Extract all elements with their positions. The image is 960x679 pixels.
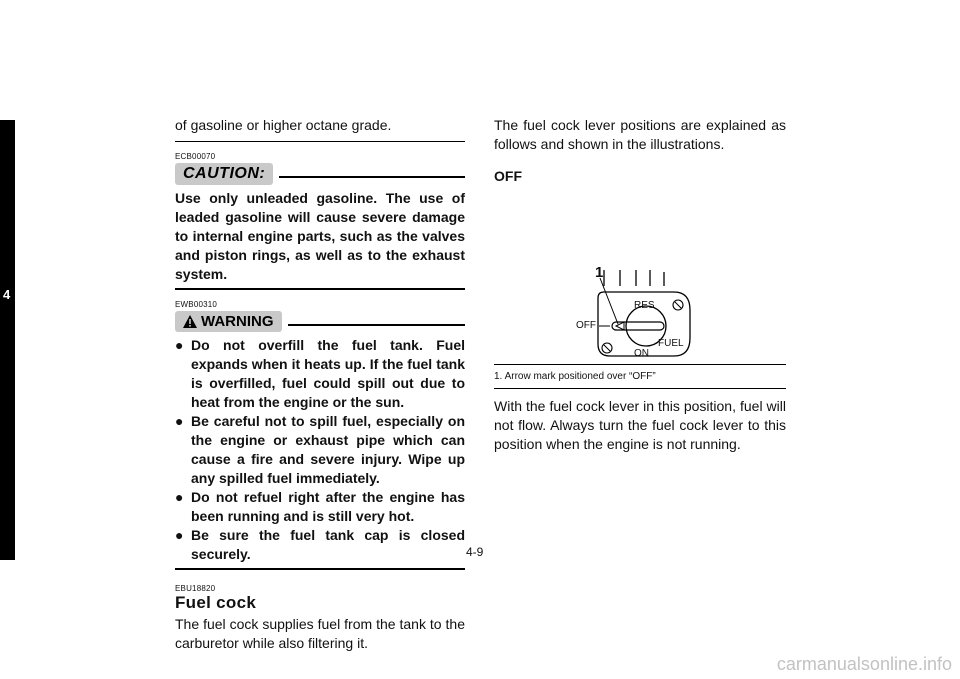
divider xyxy=(175,141,465,142)
page-number: 4-9 xyxy=(466,545,484,559)
fuel-cock-figure xyxy=(494,188,786,360)
res-label: RES xyxy=(634,300,655,311)
caption-end-rule xyxy=(494,388,786,389)
callout-number: 1 xyxy=(595,264,604,281)
figure-caption-rule xyxy=(494,364,786,365)
right-intro: The fuel cock lever positions are explained as follows and shown in the illustrations. xyxy=(494,117,786,152)
chapter-number: 4 xyxy=(3,287,11,302)
bullet-icon: ● xyxy=(175,337,184,353)
caution-label: CAUTION: xyxy=(175,163,273,185)
section-title: Fuel cock xyxy=(175,593,257,612)
bullet-icon: ● xyxy=(175,489,184,505)
caution-code: ECB00070 xyxy=(175,152,216,161)
caution-text: Use only unleaded gasoline. The use of leaded gasoline will cause severe damage to internal engine parts, such as the valves and piston rings, as well as to the exhaust system. xyxy=(175,190,465,282)
warning-code: EWB00310 xyxy=(175,300,218,309)
left-column xyxy=(175,116,465,653)
figure-caption: 1. Arrow mark positioned over “OFF” xyxy=(494,371,656,382)
watermark: carmanualsonline.info xyxy=(776,654,952,674)
caution-end-rule xyxy=(175,288,465,290)
warning-end-rule xyxy=(175,568,465,570)
section-code: EBU18820 xyxy=(175,584,216,593)
on-label: ON xyxy=(634,348,649,359)
warning-label: WARNING xyxy=(201,313,274,330)
section-text: The fuel cock supplies fuel from the tank to the carburetor while also filtering it. xyxy=(175,616,465,651)
warning-rule xyxy=(288,324,466,326)
bullet-icon: ● xyxy=(175,413,184,429)
caution-rule xyxy=(279,176,465,178)
warning-header xyxy=(175,311,465,332)
off-description: With the fuel cock lever in this position, fuel will not flow. Always turn the fuel cock lever to this position when the engine is not running. xyxy=(494,398,786,452)
chapter-tab xyxy=(0,120,15,560)
warning-triangle-icon xyxy=(183,315,197,328)
off-subhead: OFF xyxy=(494,168,522,184)
warning-label-box xyxy=(175,311,282,332)
off-label: OFF xyxy=(576,320,596,331)
fuel-cock-illustration xyxy=(494,188,786,360)
intro-text: of gasoline or higher octane grade. xyxy=(175,117,392,133)
warning-item: ● Be sure the fuel tank cap is closed securely. xyxy=(175,527,465,562)
warning-list xyxy=(175,336,465,564)
warning-item: ● Do not overfill the fuel tank. Fuel expands when it heats up. If the fuel tank is overfilled, fuel could spill out due to heat from the engine or the sun. xyxy=(175,337,465,410)
right-column xyxy=(494,116,786,454)
fuel-label: FUEL xyxy=(658,338,684,349)
bullet-icon: ● xyxy=(175,527,184,543)
warning-item: ● Do not refuel right after the engine has been running and is still very hot. xyxy=(175,489,465,524)
caution-header xyxy=(175,163,465,185)
warning-item: ● Be careful not to spill fuel, especially on the engine or exhaust pipe which can cause a fire and severe injury. Wipe up any spilled fuel immediately. xyxy=(175,413,465,486)
